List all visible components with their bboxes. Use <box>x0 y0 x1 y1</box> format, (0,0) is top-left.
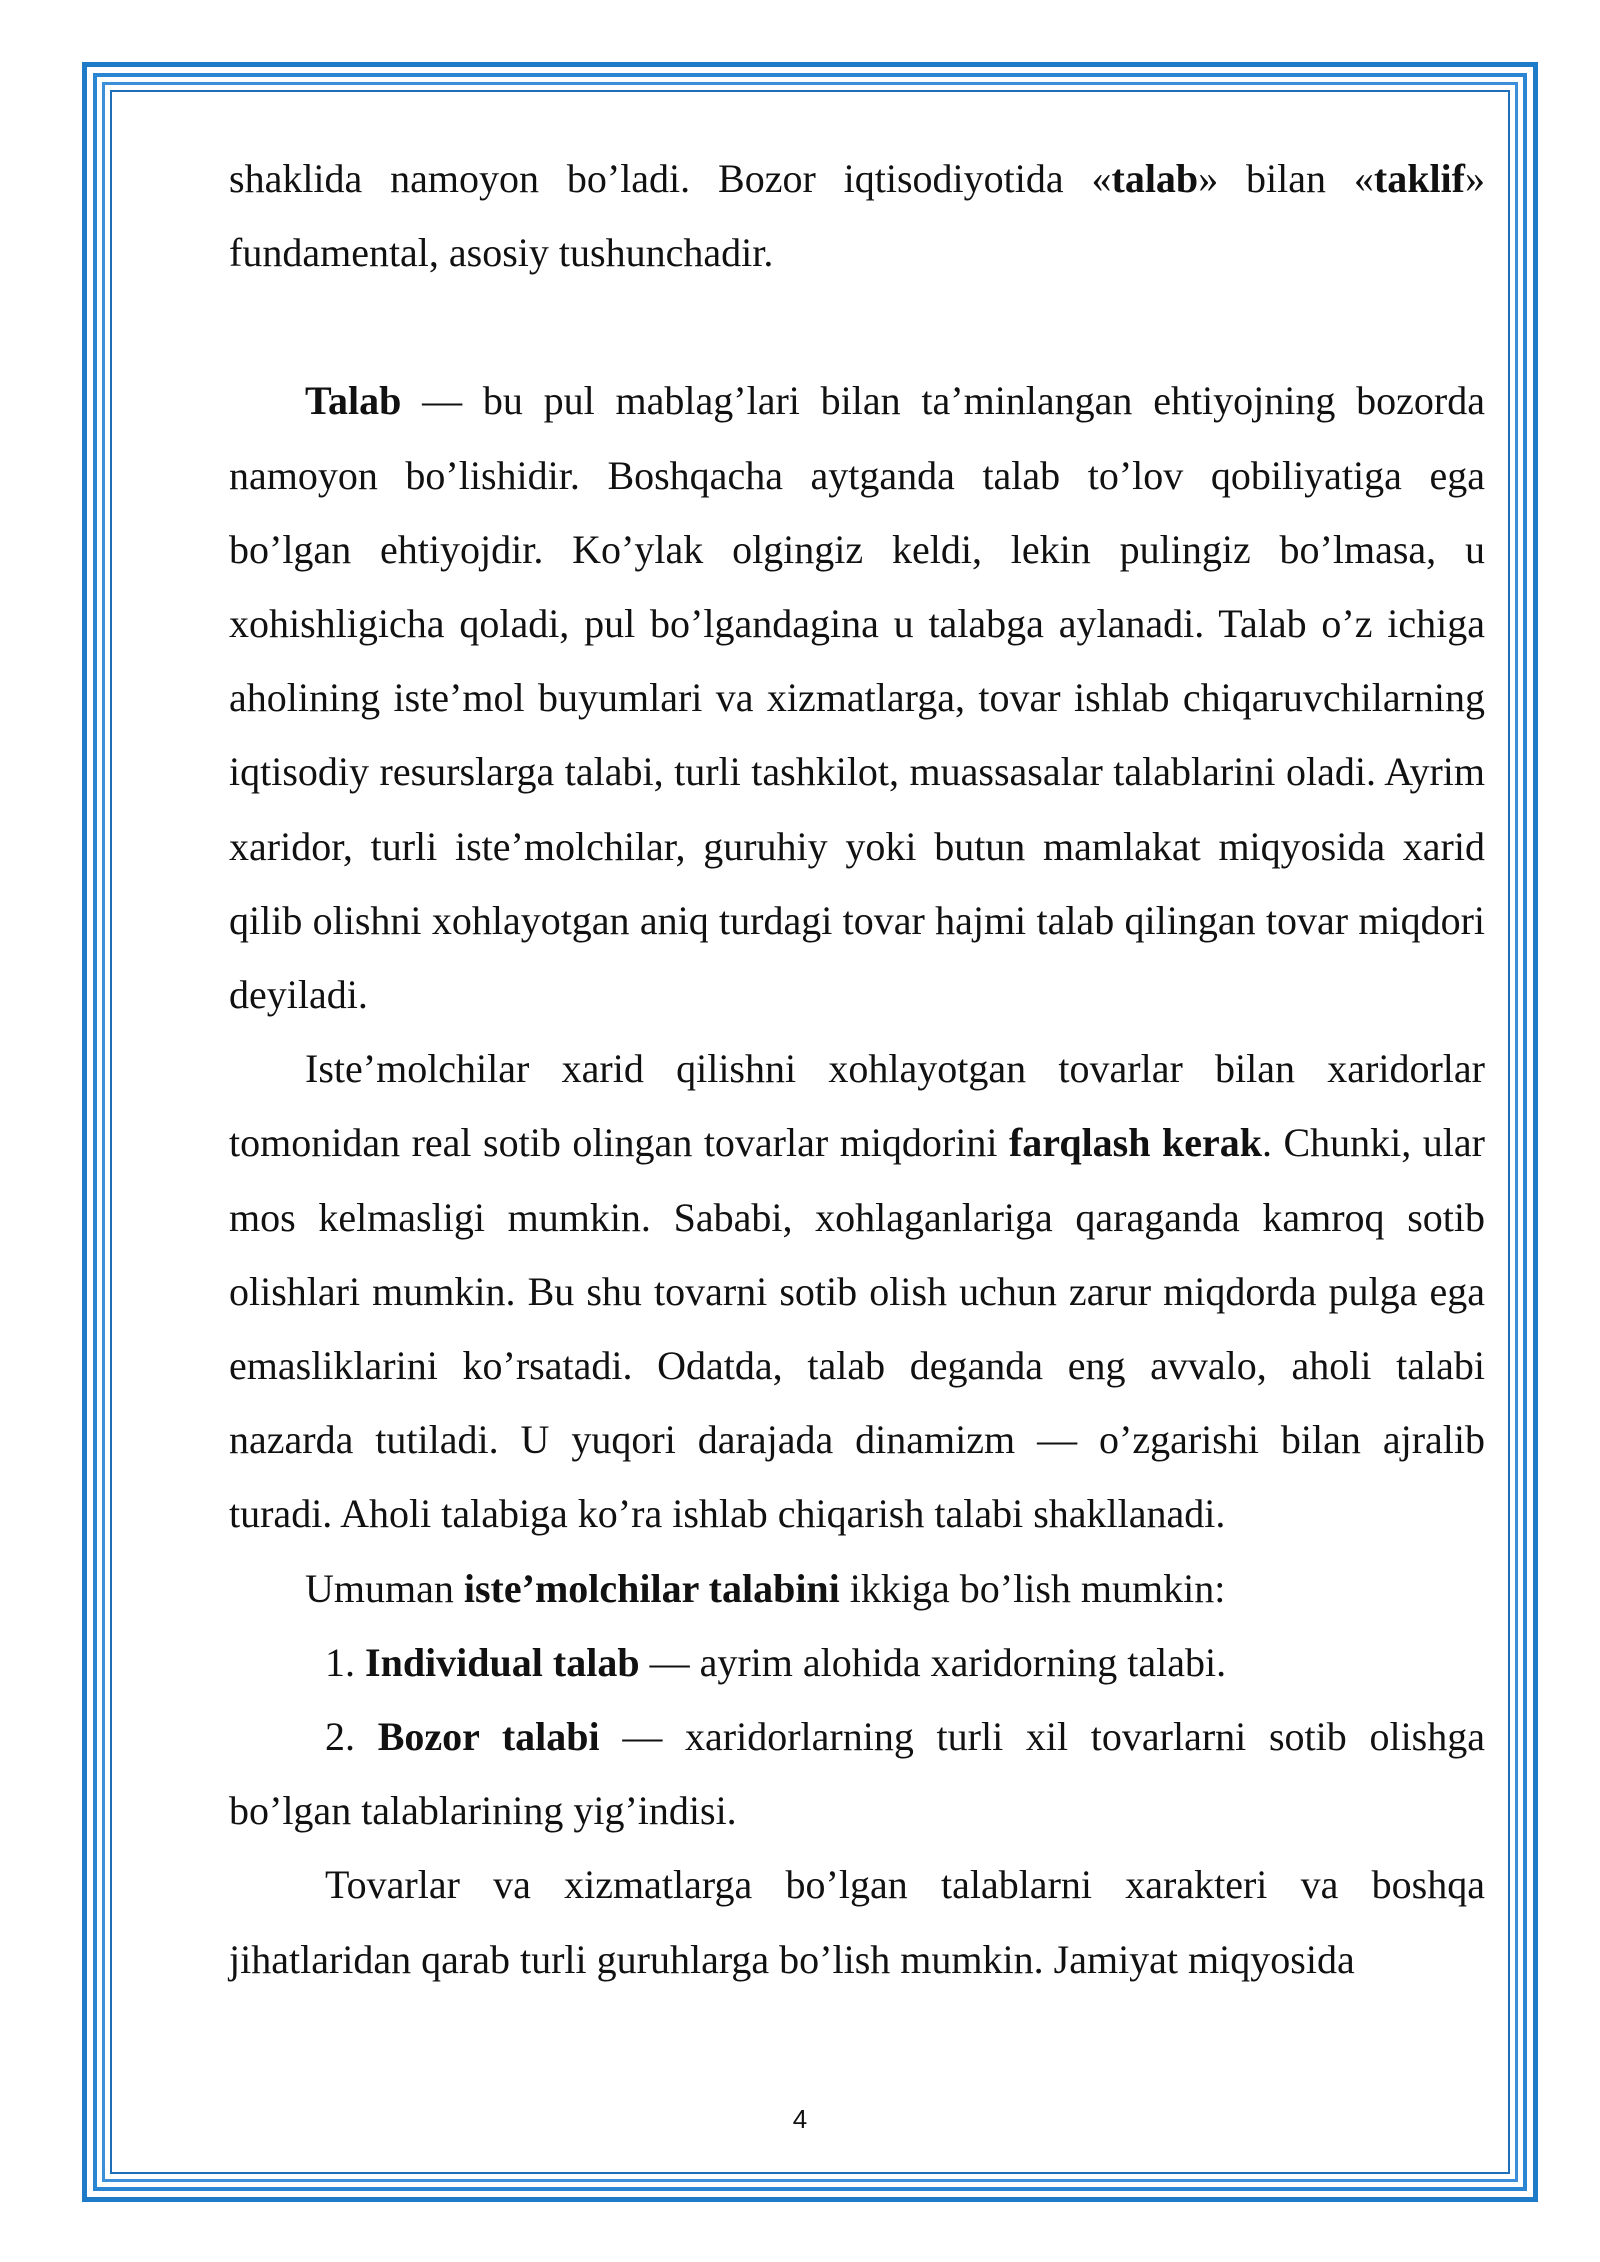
document-body <box>229 142 1485 1997</box>
text-run: » fundamental, asosiy tushunchadir. <box>229 156 1485 276</box>
text-run: — xaridorlarning turli xil tovarlarni sotib olishga bo’lgan talablarining yig’indisi. <box>229 1714 1486 1834</box>
text-run: ikkiga bo’lish mumkin: <box>839 1565 1226 1611</box>
text-run: — ayrim alohida xaridorning talabi. <box>639 1639 1227 1685</box>
bold-term-individual: Individual talab <box>365 1639 640 1685</box>
text-run: Umuman <box>305 1565 464 1611</box>
paragraph-talab-definition <box>229 364 1485 1032</box>
bold-term-market: Bozor talabi <box>377 1714 600 1760</box>
bold-term-talab: talab <box>1111 156 1199 201</box>
text-run: Tovarlar va xizmatlarga bo’lgan talablarni xarakteri va boshqa jihatlaridan qarab turli guruhlarga bo’lish mumkin. Jamiyat miqyosida <box>229 1862 1485 1982</box>
text-run: Iste’molchilar xarid qilishni xohlayotgan tovarlar bilan xaridorlar tomonidan real sotib olingan tovarlar miqdorini <box>229 1046 1485 1166</box>
page-number: 4 <box>792 2104 808 2134</box>
text-run: shaklida namoyon bo’ladi. Bozor iqtisodiyotida « <box>229 156 1112 201</box>
paragraph-groups <box>229 1848 1485 1996</box>
paragraph-classification <box>229 1552 1485 1626</box>
list-item-individual <box>229 1626 1485 1700</box>
paragraph-intro <box>229 142 1485 290</box>
paragraph-difference <box>229 1032 1485 1551</box>
list-item-market <box>229 1700 1485 1848</box>
paragraph-spacer <box>229 290 1485 364</box>
list-number: 2. <box>325 1714 378 1760</box>
text-run: — bu pul mablag’lari bilan ta’minlangan ehtiyojning bozorda namoyon bo’lishidir. Boshqacha aytganda talab to’lov qobiliyatiga ega bo’lgan ehtiyojdir. Ko’ylak olgingiz keldi, lekin pulingiz bo’lmasa, u xohishligicha qoladi, pul bo’lgandagina u talabga aylanadi. Talab o’z ichiga aholining iste’mol buyumlari va xizmatlarga, tovar ishlab chiqaruvchilarning iqtisodiy resurslarga talabi, turli tashkilot, muassasalar talablarini oladi. Ayrim xaridor, turli iste’molchilar, guruhiy yoki butun mamlakat miqyosida xarid qilib olishni xohlayotgan aniq turdagi tovar hajmi talab qilingan tovar miqdori deyiladi. <box>229 378 1485 1018</box>
list-number: 1. <box>325 1639 365 1685</box>
bold-term-talab-heading: Talab <box>305 378 402 424</box>
bold-term-farqlash: farqlash kerak <box>1008 1120 1262 1166</box>
bold-term-taklif: taklif <box>1373 156 1465 201</box>
text-run: . Chunki, ular mos kelmasligi mumkin. Sababi, xohlaganlariga qaraganda kamroq sotib olishlari mumkin. Bu shu tovarni sotib olish uchun zarur miqdorda pulga ega emasliklarini ko’rsatadi. Odatda, talab deganda eng avvalo, aholi talabi nazarda tutiladi. U yuqori darajada dinamizm — o’zgarishi bilan ajralib turadi. Aholi talabiga ko’ra ishlab chiqarish talabi shakllanadi. <box>229 1120 1485 1537</box>
text-run: » bilan « <box>1198 156 1374 201</box>
bold-term-consumer-demand: iste’molchilar talabini <box>463 1565 840 1611</box>
